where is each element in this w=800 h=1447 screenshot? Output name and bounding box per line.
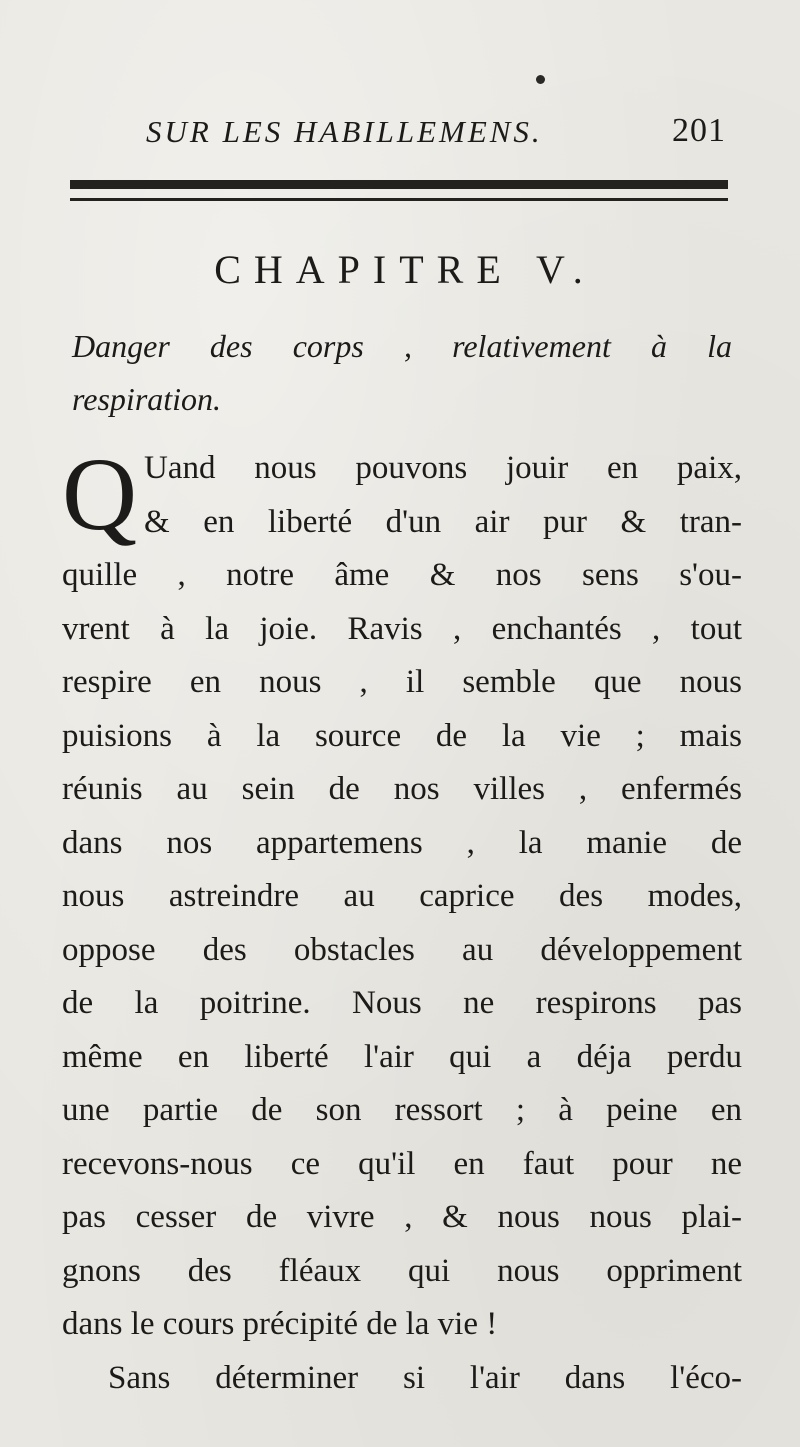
text-line: gnons des fléaux qui nous oppriment [62, 1252, 742, 1289]
chapter-subtitle [72, 320, 732, 426]
text-line: nous astreindre au caprice des modes, [62, 878, 742, 914]
text-line: une partie de son ressort ; à peine en [62, 1092, 742, 1128]
text-line: vrent à la joie. Ravis , enchantés , tout [62, 610, 742, 647]
text-line: dans nos appartemens , la manie de [62, 824, 742, 861]
chapter-heading: CHAPITRE V. [214, 247, 596, 292]
ink-dot [536, 75, 545, 84]
text-line: respire en nous , il semble que nous [62, 664, 742, 700]
text-line: & en liberté d'un air pur & tran- [144, 503, 742, 540]
text-line: quille , notre âme & nos sens s'ou- [62, 557, 742, 593]
text-line: Uand nous pouvons jouir en paix, [144, 450, 742, 486]
text-line: oppose des obstacles au développement [62, 931, 742, 968]
running-title: SUR LES HABILLEMENS. [146, 114, 543, 149]
text-line: de la poitrine. Nous ne respirons pas [62, 985, 742, 1021]
header-rule-thick [70, 180, 728, 189]
body-text [62, 437, 742, 1405]
running-head [146, 108, 726, 158]
subtitle-line: Danger des corps , relativement à la [72, 328, 732, 364]
drop-cap: Q [62, 437, 138, 552]
text-line: puisions à la source de la vie ; mais [62, 717, 742, 754]
text-line: pas cesser de vivre , & nous nous plai- [62, 1199, 742, 1235]
page-number: 201 [672, 112, 726, 149]
text-line: recevons-nous ce qu'il en faut pour ne [62, 1145, 742, 1182]
text-line: réunis au sein de nos villes , enfermés [62, 771, 742, 807]
header-rule-thin [70, 198, 728, 201]
subtitle-line: respiration. [72, 381, 222, 417]
text-line: même en liberté l'air qui a déja perdu [62, 1038, 742, 1075]
text-line: dans le cours précipité de la vie ! [62, 1306, 498, 1342]
text-line: Sans déterminer si l'air dans l'éco- [108, 1359, 742, 1396]
